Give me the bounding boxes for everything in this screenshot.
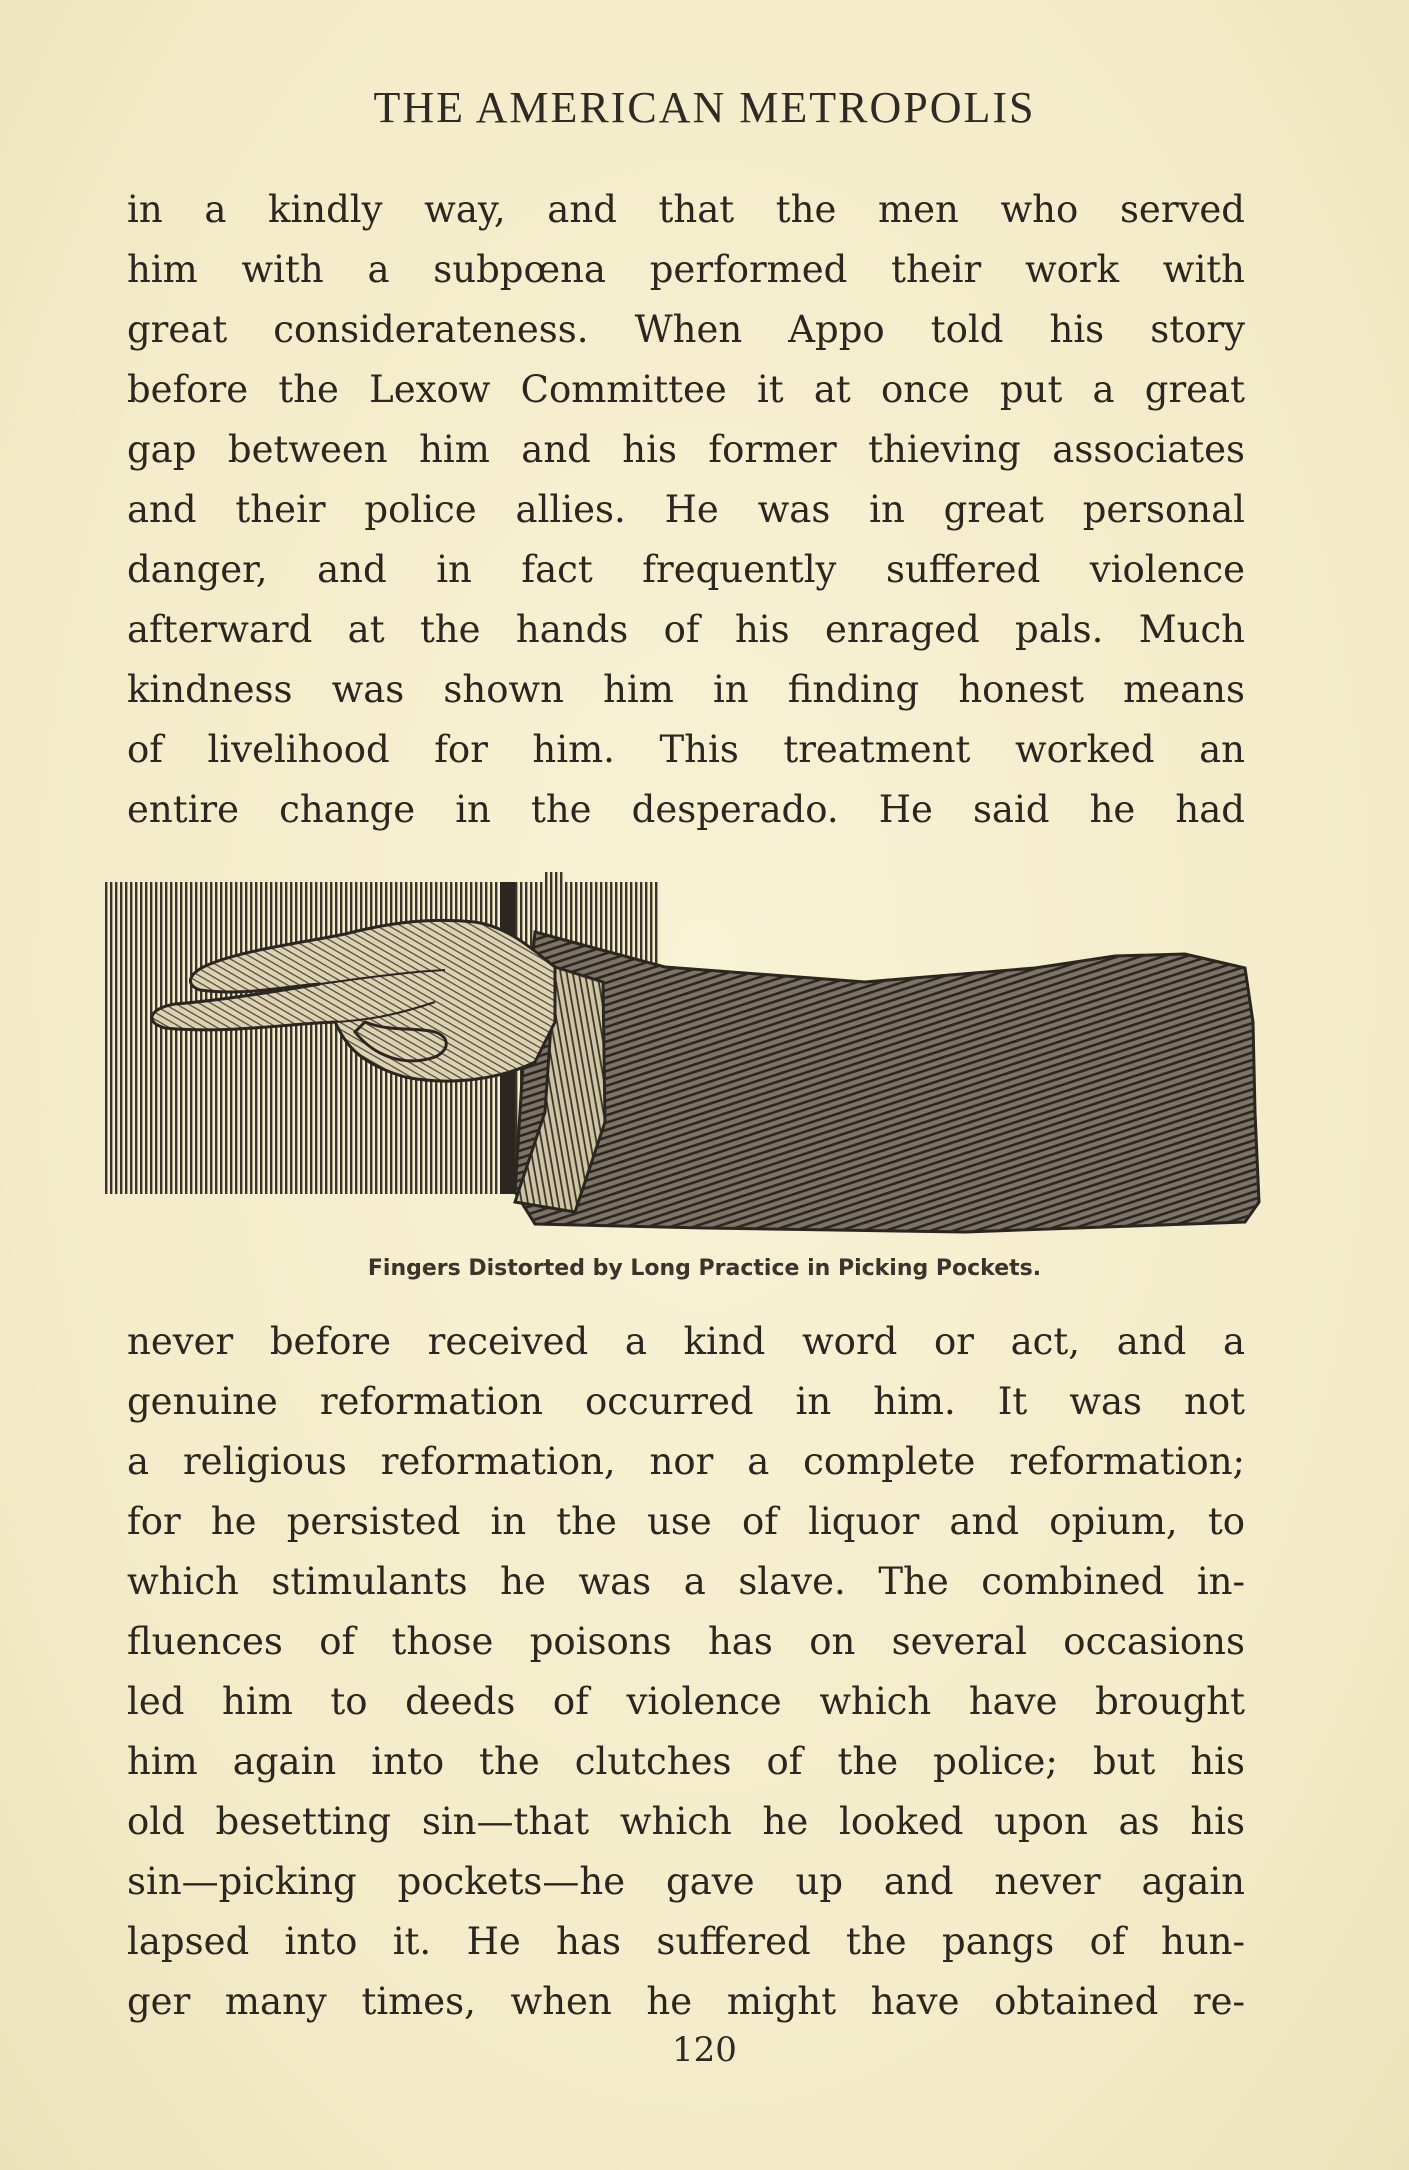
text-line: of livelihood for him. This treatment worked an (127, 728, 1245, 771)
text-line: lapsed into it. He has suffered the pangs of hun- (127, 1920, 1245, 1963)
text-line: led him to deeds of violence which have brought (127, 1680, 1245, 1723)
text-line: kindness was shown him in finding honest means (127, 668, 1245, 711)
text-line: genuine reformation occurred in him. It was not (127, 1380, 1245, 1423)
text-line: never before received a kind word or act, and a (127, 1320, 1245, 1363)
text-line: afterward at the hands of his enraged pals. Much (127, 608, 1245, 651)
text-line: fluences of those poisons has on several occasions (127, 1620, 1245, 1663)
text-line: gap between him and his former thieving associates (127, 428, 1245, 471)
body-text-bottom (127, 1312, 1245, 2032)
text-line: before the Lexow Committee it at once put a great (127, 368, 1245, 411)
text-line: great considerateness. When Appo told his story (127, 308, 1245, 351)
figure-caption: Fingers Distorted by Long Practice in Picking Pockets. (367, 1256, 1042, 1281)
text-line: him again into the clutches of the police; but his (127, 1740, 1245, 1783)
text-line: danger, and in fact frequently suffered violence (127, 548, 1245, 591)
text-line: entire change in the desperado. He said he had (127, 788, 1245, 831)
text-line: him with a subpœna performed their work with (127, 248, 1245, 291)
text-line: sin—picking pockets—he gave up and never again (127, 1860, 1245, 1903)
text-line: in a kindly way, and that the men who served (127, 188, 1245, 231)
body-text-top (127, 180, 1245, 840)
engraved-hand-illustration (105, 872, 1265, 1242)
page-number: 120 (672, 2030, 737, 2070)
running-title: THE AMERICAN METROPOLIS (373, 83, 1036, 132)
text-line: old besetting sin—that which he looked upon as his (127, 1800, 1245, 1843)
text-line: for he persisted in the use of liquor and opium, to (127, 1500, 1245, 1543)
text-line: and their police allies. He was in great personal (127, 488, 1245, 531)
text-line: which stimulants he was a slave. The combined in- (127, 1560, 1245, 1603)
text-line: a religious reformation, nor a complete reformation; (127, 1440, 1245, 1483)
text-line: ger many times, when he might have obtained re- (127, 1980, 1245, 2023)
